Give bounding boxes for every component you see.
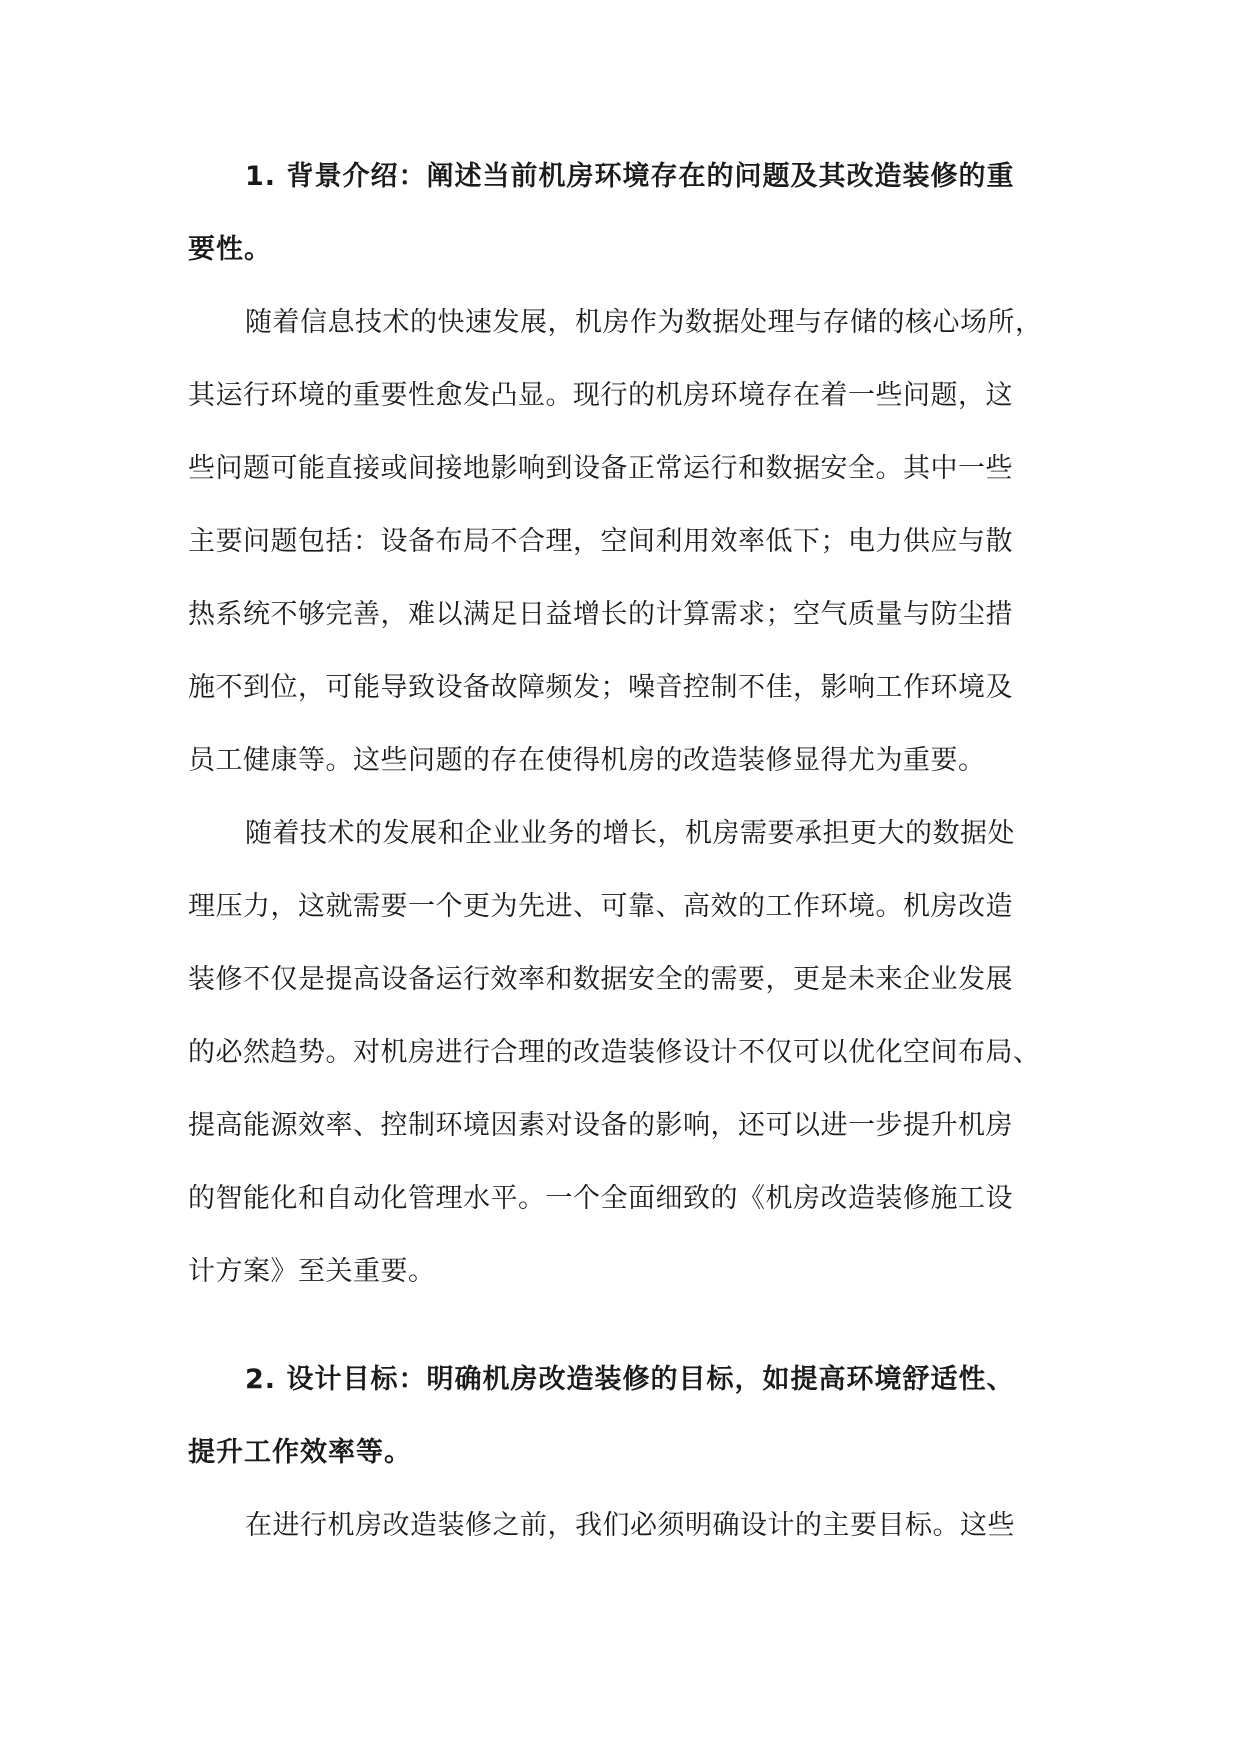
- text-line: 员工健康等。这些问题的存在使得机房的改造装修显得尤为重要。: [188, 745, 986, 776]
- heading-line: 2. 设计目标：明确机房改造装修的目标，如提高环境舒适性、: [245, 1364, 1015, 1395]
- text-line: 的智能化和自动化管理水平。一个全面细致的《机房改造装修施工设: [188, 1183, 1013, 1214]
- text-line: 理压力，这就需要一个更为先进、可靠、高效的工作环境。机房改造: [188, 891, 1013, 922]
- text-line: 其运行环境的重要性愈发凸显。现行的机房环境存在着一些问题，这: [188, 380, 1013, 411]
- text-line: 装修不仅是提高设备运行效率和数据安全的需要，更是未来企业发展: [188, 964, 1013, 995]
- text-line: 计方案》至关重要。: [188, 1256, 436, 1287]
- document-page: [188, 140, 1052, 1562]
- text-line: 些问题可能直接或间接地影响到设备正常运行和数据安全。其中一些: [188, 453, 1013, 484]
- text-line: 提高能源效率、控制环境因素对设备的影响，还可以进一步提升机房: [188, 1110, 1013, 1141]
- heading-line: 1. 背景介绍：阐述当前机房环境存在的问题及其改造装修的重: [245, 161, 1015, 192]
- text-line: 热系统不够完善，难以满足日益增长的计算需求；空气质量与防尘措: [188, 599, 1013, 630]
- section-2-paragraph-1: [188, 1489, 1052, 1562]
- text-line: 的必然趋势。对机房进行合理的改造装修设计不仅可以优化空间布局、: [188, 1037, 1041, 1068]
- section-1-heading: [188, 140, 1052, 286]
- section-1-paragraph-2: [188, 797, 1052, 1308]
- text-line: 施不到位，可能导致设备故障频发；噪音控制不佳，影响工作环境及: [188, 672, 1013, 703]
- heading-line: 要性。: [188, 234, 272, 265]
- text-line: 在进行机房改造装修之前，我们必须明确设计的主要目标。这些: [245, 1510, 1015, 1541]
- section-gap: [188, 1308, 1052, 1343]
- text-line: 随着技术的发展和企业业务的增长，机房需要承担更大的数据处: [245, 818, 1015, 849]
- text-line: 随着信息技术的快速发展，机房作为数据处理与存储的核心场所，: [245, 307, 1043, 338]
- section-1-paragraph-1: [188, 286, 1052, 797]
- heading-line: 提升工作效率等。: [188, 1437, 412, 1468]
- section-2-heading: [188, 1343, 1052, 1489]
- text-line: 主要问题包括：设备布局不合理，空间利用效率低下；电力供应与散: [188, 526, 1013, 557]
